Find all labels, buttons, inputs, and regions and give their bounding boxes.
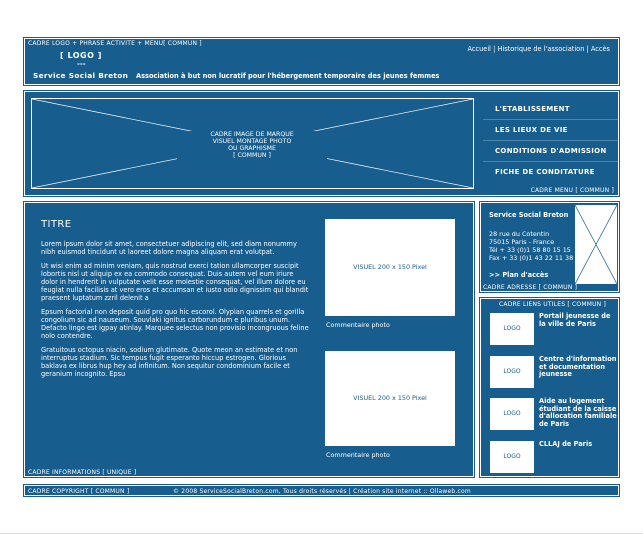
nav-separator: |: [586, 45, 589, 53]
link-portail-jeunesse[interactable]: Portail jeunesse de la ville de Paris: [539, 312, 611, 328]
menu-item-etablissement[interactable]: L'ETABLISSEMENT: [483, 99, 618, 120]
map-placeholder: [575, 205, 617, 284]
menu-item-conditions[interactable]: CONDITIONS D'ADMISSION: [483, 141, 618, 162]
partner-logo[interactable]: LOGO: [490, 441, 534, 473]
link-cllaj[interactable]: CLLAJ de Paris: [539, 440, 593, 448]
main-caption: CADRE INFORMATIONS [ UNIQUE ]: [28, 469, 137, 476]
footer-caption: CADRE COPYRIGHT [ COMMUN ]: [28, 488, 130, 495]
brand-image-line: VISUEL MONTAGE PHOTO: [212, 138, 292, 145]
brand-image-line: CADRE IMAGE DE MARQUE: [210, 131, 294, 138]
article-paragraph: Gratuitous octopus niacin, sodium glutimate. Quote meon an estimate et non interruptus stadium. Sic tempus fugit esperanto hiccup estrogen. Glorious baklava ex librus hup hey ad infinitum. Non sequitur condominium facile et geranium incognito. Epsu: [41, 346, 298, 378]
partner-logo[interactable]: LOGO: [490, 398, 534, 430]
article-paragraph: Lorem ipsum dolor sit amet, consectetuer adipiscing elit, sed diam nonummy nibh euismod tincidunt ut laoreet dolore magna aliquam erat volutpat.: [41, 240, 297, 256]
address-caption: CADRE ADRESSE [ COMMUN ]: [483, 284, 578, 291]
link-cidj[interactable]: Centre d'information et documentation jeunesse: [539, 355, 617, 378]
photo-placeholder: VISUEL 200 x 150 Pixel: [325, 351, 455, 446]
address-line: Tél + 33 (0)1 58 80 15 15: [489, 246, 571, 254]
address-lines: [489, 230, 573, 262]
brand-image-line: OU GRAPHISME: [228, 145, 276, 152]
logo[interactable]: [ LOGO ]: [60, 51, 102, 60]
header-caption: CADRE LOGO + PHRASE ACTIVITE + MENU[ COMMUN ]: [28, 40, 202, 47]
links-caption: CADRE LIENS UTILES [ COMMUN ]: [499, 301, 607, 308]
main-menu: [483, 99, 618, 189]
link-caf[interactable]: Aide au logement étudiant de la caisse d'allocation familiale de Paris: [539, 397, 617, 428]
address-frame: [480, 202, 619, 292]
nav-accueil[interactable]: Accueil: [467, 45, 491, 53]
address-line: 28 rue du Cotentin: [489, 230, 550, 238]
menu-caption: CADRE MENU [ COMMUN ]: [530, 187, 614, 194]
article-paragraph: Ut wisi enim ad minim veniam, quis nostrud exerci tation ullamcorper suscipit lobortis nisl ut aliquip ex ea commodo consequat. Duis autem vel eum iriure dolor in hendrerit in vulputate velit esse molestie consequat, vel illum dolore eu feugiat nulla facilisis at vero eros et accumsan et iusto odio dignissim qui blandit praesent luptatum zzril delenit a: [41, 262, 309, 302]
partner-logo[interactable]: LOGO: [490, 313, 534, 345]
nav-historique[interactable]: Historique de l'association: [497, 45, 585, 53]
logo-dash: ---: [77, 60, 86, 68]
brand-image-placeholder: [31, 98, 474, 189]
photo-caption: Commentaire photo: [326, 321, 390, 329]
copyright-text: © 2008 ServiceSocialBreton.com, Tous droits réservés | Création site internet :: Ollaweb.com: [173, 488, 471, 495]
site-name: Service Social Breton: [33, 71, 129, 80]
menu-item-fiche[interactable]: FICHE DE CONDITATURE: [495, 168, 595, 176]
brand-image-label: [177, 131, 327, 161]
banner-frame: [24, 91, 619, 196]
header-frame: [24, 38, 619, 85]
top-nav: [467, 45, 610, 53]
page-bottom-rule: [0, 533, 643, 534]
nav-acces[interactable]: Accès: [590, 45, 610, 53]
tagline: Association à but non lucratif pour l'hébergement temporaire des jeunes femmes: [136, 72, 440, 80]
main-content-frame: [24, 202, 474, 477]
article-paragraph: Epsum factorial non deposit quid pro quo hic escorol. Olypian quarrels et gorilla congolium sic ad nauseum. Souvlaki ignitus carborundum e pluribus unum. Defacto lingo est igpay atinlay. Marquee selectus non provisio incongruous feline nolo contendre.: [41, 308, 309, 340]
footer-frame: [24, 485, 619, 496]
address-name: Service Social Breton: [489, 211, 569, 219]
map-placeholder-cross: [575, 205, 617, 284]
address-line: 75015 Paris - France: [489, 238, 555, 246]
plan-acces-link[interactable]: >> Plan d'accès: [489, 271, 549, 279]
photo-placeholder: VISUEL 200 x 150 Pixel: [325, 219, 455, 316]
nav-separator: |: [493, 45, 496, 53]
photo-caption: Commentaire photo: [326, 451, 390, 459]
brand-image-line: [ COMMUN ]: [233, 152, 271, 159]
useful-links-frame: [480, 298, 619, 477]
partner-logo[interactable]: LOGO: [490, 356, 534, 388]
address-line: Fax + 33 (0)1 43 22 11 38: [489, 254, 574, 262]
page-title: TITRE: [41, 219, 72, 230]
article-body: [41, 240, 309, 384]
menu-item-lieux-de-vie[interactable]: LES LIEUX DE VIE: [483, 120, 618, 141]
